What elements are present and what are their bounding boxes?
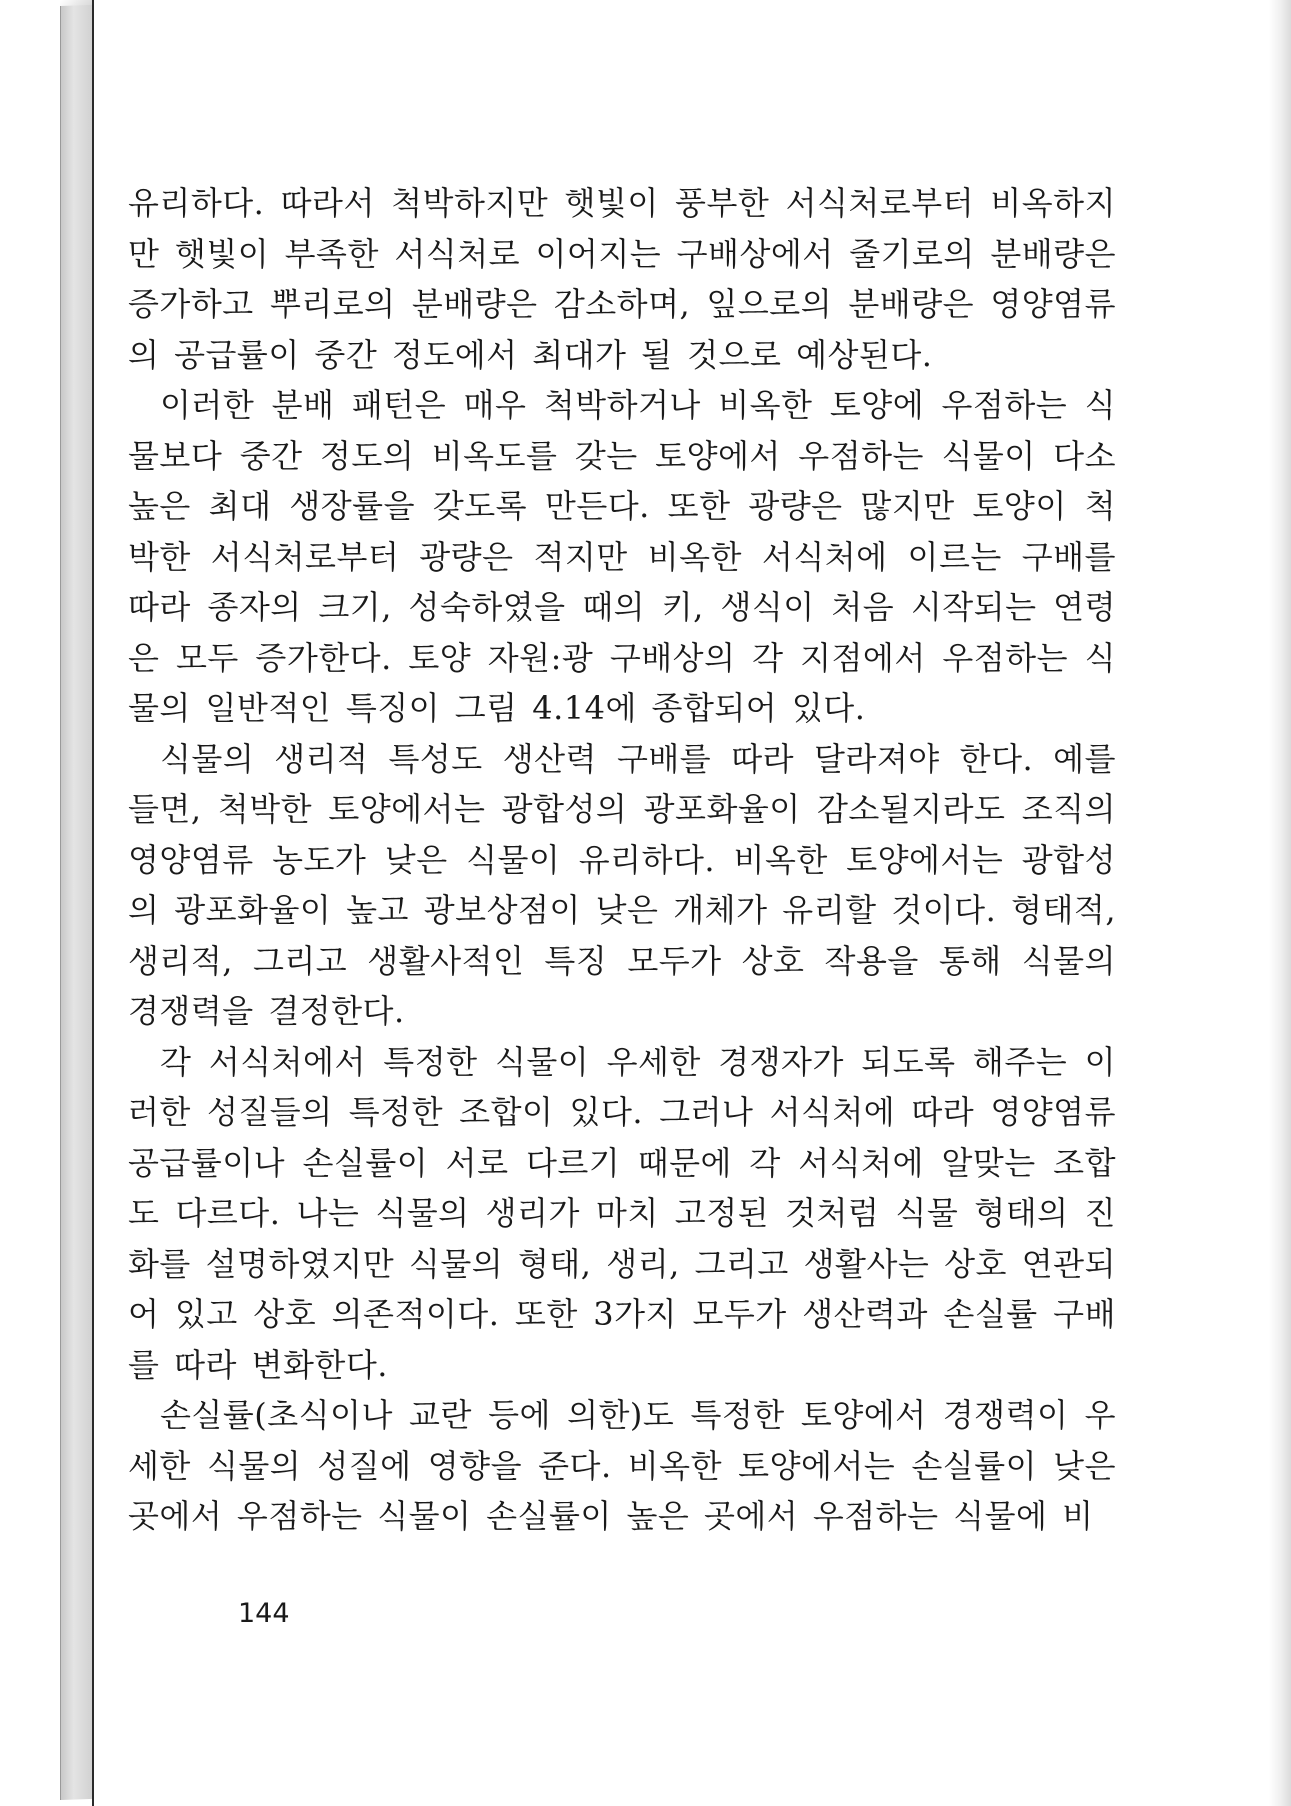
page-edge-shadow — [1269, 0, 1291, 1806]
paragraph-1: 유리하다. 따라서 척박하지만 햇빛이 풍부한 서식처로부터 비옥하지만 햇빛이 부족한 서식처로 이어지는 구배상에서 줄기로의 분배량은 증가하고 뿌리로의 분배량은 감소하며, 잎으로의 분배량은 영양염류의 공급률이 중간 정도에서 최대가 될 것으로 예상된다. — [128, 184, 1116, 374]
book-spine — [60, 5, 93, 1800]
page-number: 144 — [238, 1598, 290, 1629]
page-text-block — [128, 178, 1116, 1542]
paragraph-5: 손실률(초식이나 교란 등에 의한)도 특정한 토양에서 경쟁력이 우세한 식물의 성질에 영향을 준다. 비옥한 토양에서는 손실률이 낮은 곳에서 우점하는 식물이 손실률이 높은 곳에서 우점하는 식물에 비 — [128, 1396, 1116, 1535]
paragraph-2: 이러한 분배 패턴은 매우 척박하거나 비옥한 토양에 우점하는 식물보다 중간 정도의 비옥도를 갖는 토양에서 우점하는 식물이 다소 높은 최대 생장률을 갖도록 만든다. 또한 광량은 많지만 토양이 척박한 서식처로부터 광량은 적지만 비옥한 서식처에 이르는 구배를 따라 종자의 크기, 성숙하였을 때의 키, 생식이 처음 시작되는 연령은 모두 증가한다. 토양 자원:광 구배상의 각 지점에서 우점하는 식물의 일반적인 특징이 그림 4.14에 종합되어 있다. — [128, 386, 1116, 727]
paragraph-3: 식물의 생리적 특성도 생산력 구배를 따라 달라져야 한다. 예를 들면, 척박한 토양에서는 광합성의 광포화율이 감소될지라도 조직의 영양염류 농도가 낮은 식물이 유리하다. 비옥한 토양에서는 광합성의 광포화율이 높고 광보상점이 낮은 개체가 유리할 것이다. 형태적, 생리적, 그리고 생활사적인 특징 모두가 상호 작용을 통해 식물의 경쟁력을 결정한다. — [128, 739, 1116, 1030]
paragraph-4: 각 서식처에서 특정한 식물이 우세한 경쟁자가 되도록 해주는 이러한 성질들의 특정한 조합이 있다. 그러나 서식처에 따라 영양염류 공급률이나 손실률이 서로 다르기 때문에 각 서식처에 알맞는 조합도 다르다. 나는 식물의 생리가 마치 고정된 것처럼 식물 형태의 진화를 설명하였지만 식물의 형태, 생리, 그리고 생활사는 상호 연관되어 있고 상호 의존적이다. 또한 3가지 모두가 생산력과 손실률 구배를 따라 변화한다. — [128, 1042, 1116, 1384]
